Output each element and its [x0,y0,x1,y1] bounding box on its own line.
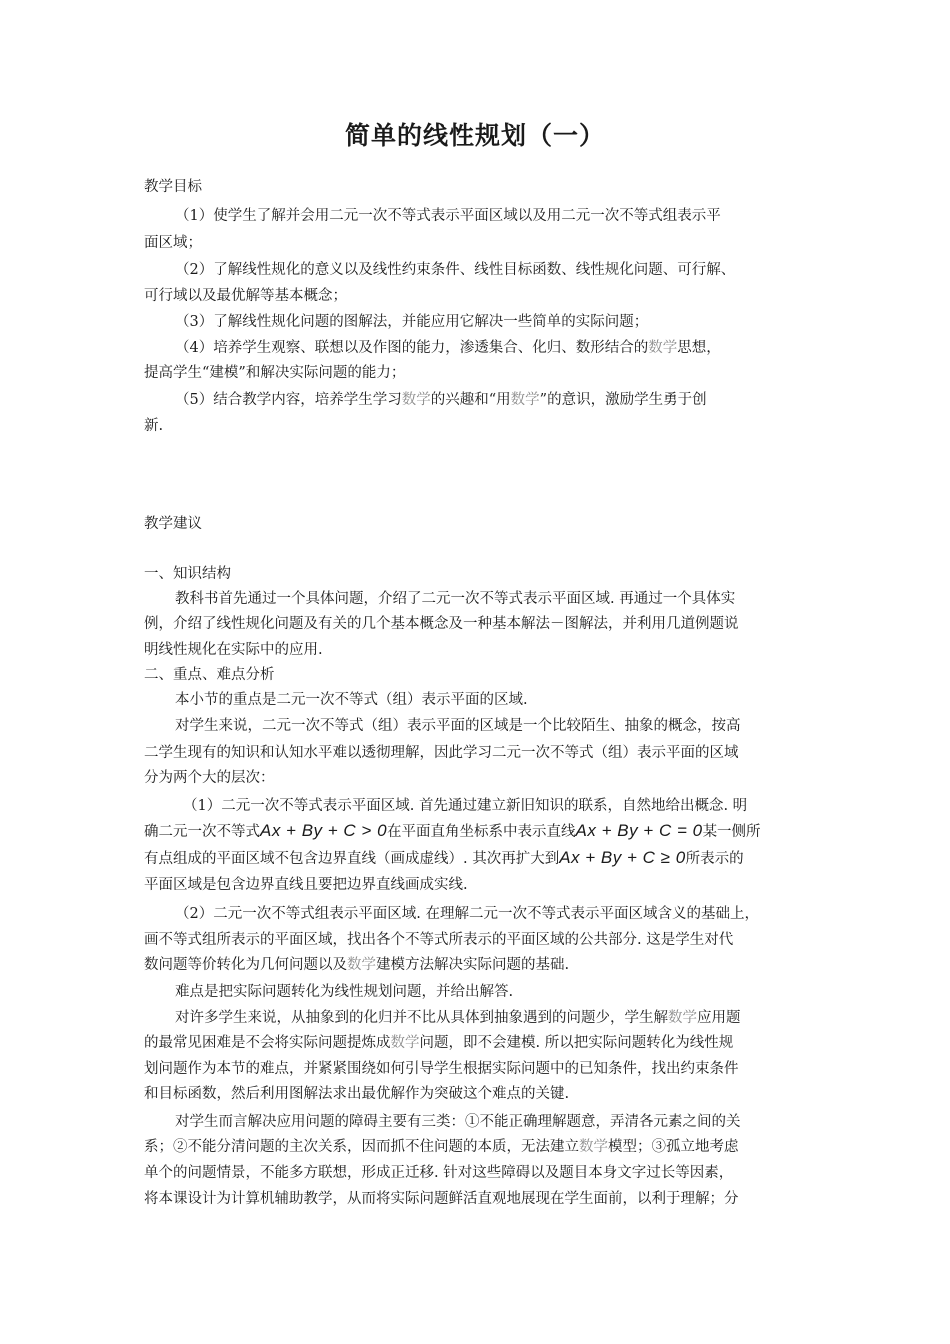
paragraph-line: 划问题作为本节的难点，并紧紧围绕如何引导学生根据实际问题中的已知条件，找出约束条件 [144,1061,739,1077]
section-heading-goals: 教学目标 [144,179,202,195]
subsection-heading: 一、知识结构 [144,566,231,582]
goal-line: 面区域； [144,235,202,251]
paragraph-line: 平面区域是包含边界直线且要把边界直线画成实线. [144,877,468,893]
paragraph-line: 难点是把实际问题转化为线性规划问题，并给出解答. [175,984,514,1000]
goal-line: 可行域以及最优解等基本概念； [144,288,347,304]
goal-line: （4）培养学生观察、联想以及作图的能力，渗透集合、化归、数形结合的数学思想， [175,340,721,356]
paragraph-line: 和目标函数，然后利用图解法求出最优解作为突破这个难点的关键. [144,1086,570,1102]
paragraph-line: 将本课设计为计算机辅助教学，从而将实际问题鲜活直观地展现在学生面前，以利于理解；分 [144,1191,739,1207]
goal-line: （2）了解线性规化的意义以及线性约束条件、线性目标函数、线性规化问题、可行解、 [175,262,736,278]
section-heading-advice: 教学建议 [144,516,202,532]
goal-line: （1）使学生了解并会用二元一次不等式表示平面区域以及用二元一次不等式组表示平 [175,208,721,224]
paragraph-line: 数问题等价转化为几何问题以及数学建模方法解决实际问题的基础. [144,957,570,973]
inequality-formula: Ax + By + C > 0 [260,821,388,840]
paragraph-line: 对学生来说，二元一次不等式（组）表示平面的区域是一个比较陌生、抽象的概念，按高 [175,718,741,734]
math-keyword: 数学 [579,1139,608,1155]
subsection-heading: 二、重点、难点分析 [144,667,275,683]
inequality-formula: Ax + By + C ≥ 0 [559,848,686,867]
math-keyword: 数学 [401,392,431,408]
math-keyword: 数学 [668,1010,697,1026]
paragraph-line: 本小节的重点是二元一次不等式（组）表示平面的区域. [175,692,528,708]
paragraph-line: 画不等式组所表示的平面区域，找出各个不等式所表示的平面区域的公共部分. 这是学生对代 [144,932,734,948]
paragraph-line: （1）二元一次不等式表示平面区域. 首先通过建立新旧知识的联系，自然地给出概念. 明 [183,798,748,814]
paragraph-line: （2）二元一次不等式组表示平面区域. 在理解二元一次不等式表示平面区域含义的基础上， [175,906,759,922]
goal-line: （5）结合教学内容，培养学生学习数学的兴趣和“用数学”的意识，激励学生勇于创 [175,392,707,408]
math-keyword: 数学 [390,1035,420,1051]
paragraph-line: 系；②不能分清问题的主次关系，因而抓不住问题的本质，无法建立数学模型；③孤立地考虑 [144,1139,739,1155]
paragraph-line: 对学生而言解决应用问题的障碍主要有三类：①不能正确理解题意，弄清各元素之间的关 [175,1114,741,1130]
goal-line: 提高学生“建模”和解决实际问题的能力； [144,365,406,381]
paragraph-line: 二学生现有的知识和认知水平难以透彻理解，因此学习二元一次不等式（组）表示平面的区域 [144,745,739,761]
paragraph-line: 单个的问题情景，不能多方联想，形成正迁移. 针对这些障碍以及题目本身文字过长等因素， [144,1165,734,1181]
math-keyword: 数学 [510,392,540,408]
paragraph-line: 的最常见困难是不会将实际问题提炼成数学问题，即不会建模. 所以把实际问题转化为线性规 [144,1035,734,1051]
line-equation-formula: Ax + By + C = 0 [575,821,703,840]
paragraph-line: 教科书首先通过一个具体问题，介绍了二元一次不等式表示平面区域. 再通过一个具体实 [175,591,736,607]
paragraph-line: 确二元一次不等式Ax + By + C > 0在平面直角坐标系中表示直线Ax + By + C = 0某一侧所 [144,821,761,840]
document-title: 简单的线性规划（一） [344,121,605,150]
paragraph-line: 对许多学生来说，从抽象到的化归并不比从具体到抽象遇到的问题少，学生解数学应用题 [175,1010,741,1026]
goal-line: （3）了解线性规化问题的图解法，并能应用它解决一些简单的实际问题； [175,314,649,330]
paragraph-line: 例，介绍了线性规化问题及有关的几个基本概念及一种基本解法－图解法，并利用几道例题说 [144,616,739,632]
goal-line: 新. [144,418,164,434]
paragraph-line: 有点组成的平面区域不包含边界直线（画成虚线）. 其次再扩大到Ax + By + C ≥ 0所表示的 [144,848,744,867]
math-keyword: 数学 [648,340,678,356]
math-keyword: 数学 [347,957,376,973]
paragraph-line: 明线性规化在实际中的应用. [144,642,323,658]
paragraph-line: 分为两个大的层次： [144,770,275,786]
